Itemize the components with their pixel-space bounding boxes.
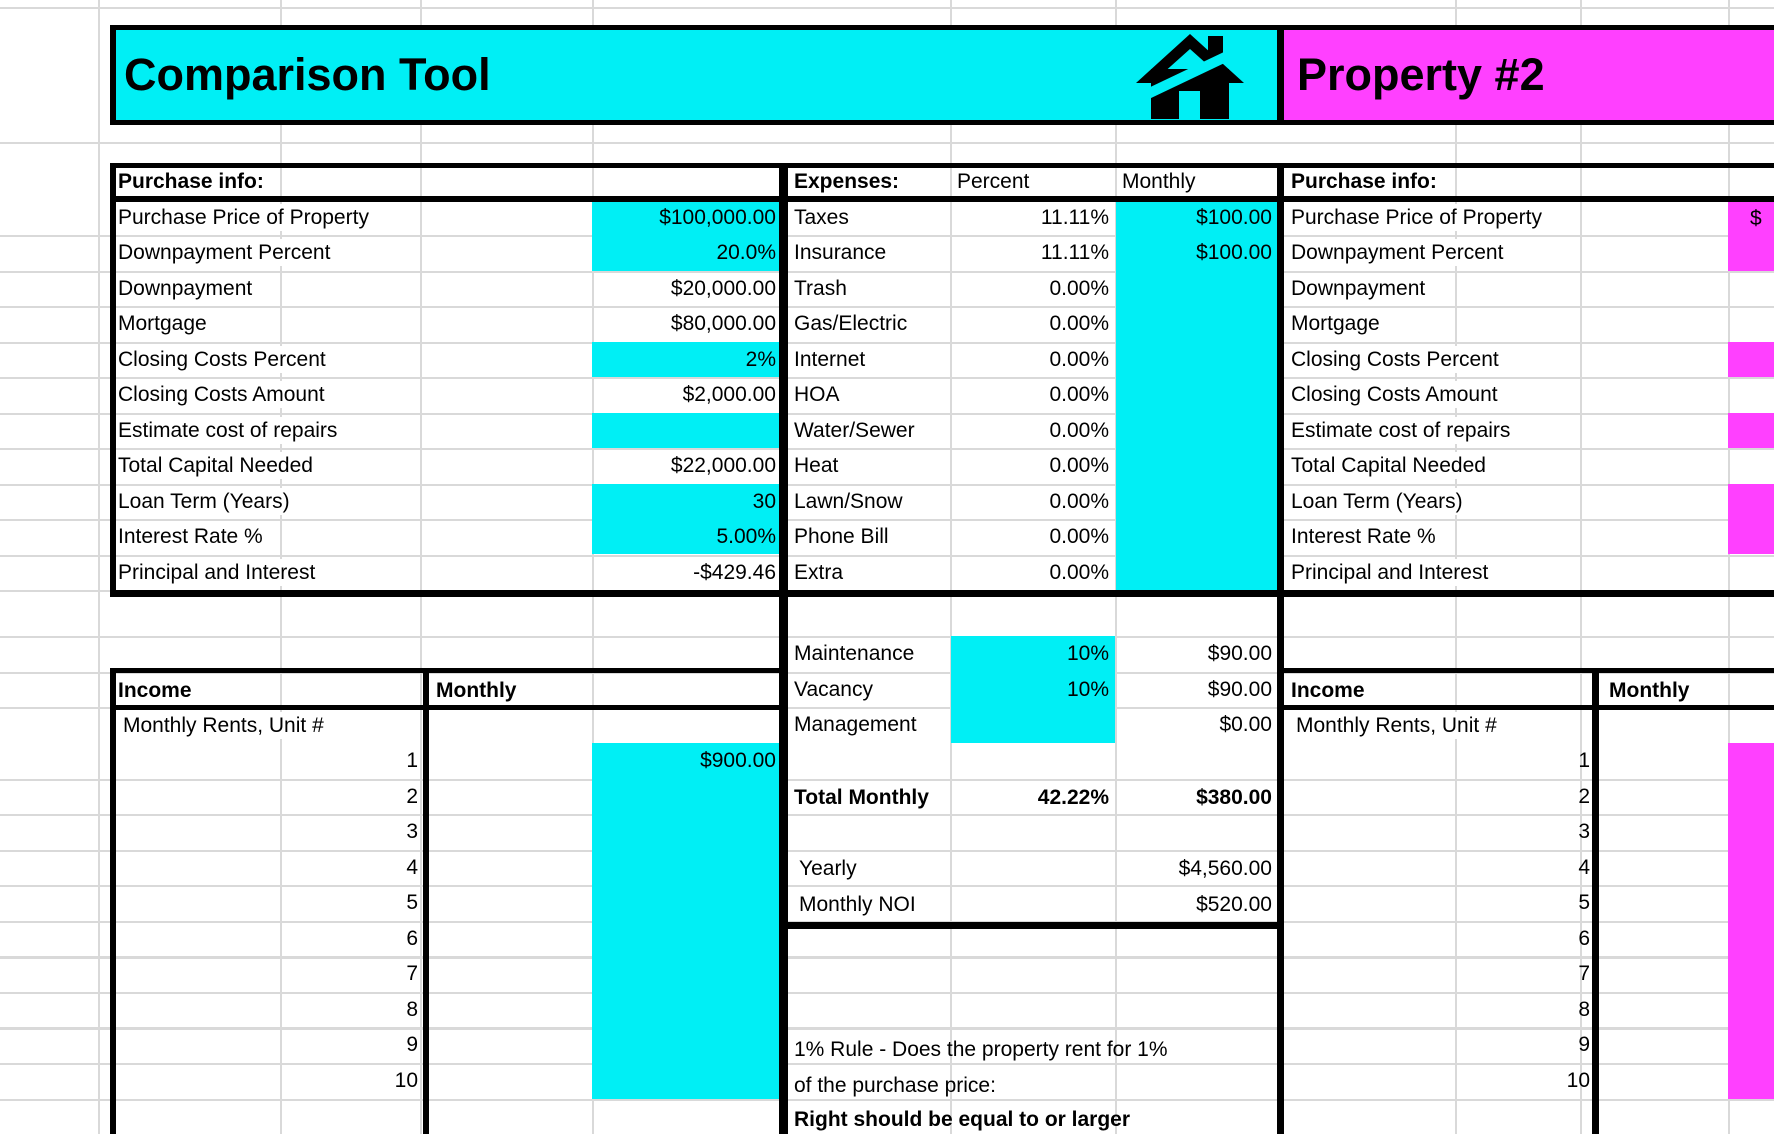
income-left-top-border (110, 668, 780, 673)
expense-percent-cell[interactable]: 0.00% (1049, 560, 1109, 584)
title-band-divider (1277, 25, 1284, 125)
total-monthly-label: Total Monthly (794, 786, 929, 809)
purchase-row-value-cell[interactable]: $22,000.00 (670, 454, 776, 478)
ops-percent-cell[interactable] (950, 711, 1109, 738)
purchase-row-label: Downpayment (113, 275, 257, 302)
expense-row-label: Taxes (789, 204, 854, 231)
purchase-row-label-right: Interest Rate % (1286, 523, 1441, 550)
ops-row-label: Maintenance (789, 640, 919, 667)
yearly-label: Yearly (794, 855, 862, 882)
expense-row-label: Phone Bill (789, 523, 894, 550)
row-gridline (0, 235, 1774, 237)
unit-number-left: 2 (406, 784, 418, 808)
row-gridline (0, 779, 1774, 781)
house-icon (1134, 31, 1246, 119)
purchase-row-label: Downpayment Percent (113, 239, 335, 266)
unit-number-left: 8 (406, 997, 418, 1021)
purchase-row-label: Estimate cost of repairs (113, 417, 342, 444)
row-gridline (0, 413, 1774, 415)
unit-number-right: 6 (1578, 926, 1590, 950)
unit-number-right: 9 (1578, 1033, 1590, 1057)
unit-number-right: 4 (1578, 855, 1590, 879)
purchase-row-label-right: Total Capital Needed (1286, 452, 1491, 479)
expense-percent-cell[interactable]: 0.00% (1049, 454, 1109, 478)
expense-percent-cell[interactable]: 0.00% (1049, 347, 1109, 371)
expense-monthly-cell[interactable]: $100.00 (1196, 241, 1272, 265)
purchase-row-value-cell[interactable]: -$429.46 (693, 560, 776, 584)
purchase-row-value-cell[interactable]: 5.00% (716, 525, 776, 549)
unit-number-left: 10 (394, 1068, 418, 1092)
row-gridline (0, 306, 1774, 308)
purchase-row-label-right: Downpayment Percent (1286, 239, 1508, 266)
column-gridline (98, 0, 100, 1134)
row-gridline (0, 484, 1774, 486)
purchase-row-value-cell[interactable]: 2% (745, 347, 776, 371)
ops-row-label: Management (789, 711, 922, 738)
row-gridline (0, 992, 1774, 994)
purchase-row-value-cell[interactable]: $2,000.00 (682, 383, 776, 407)
income-left-divider (423, 668, 429, 1134)
income-monthly-header-left: Monthly (436, 679, 517, 702)
expense-monthly-cell[interactable]: $100.00 (1196, 206, 1272, 229)
purchase-row-value-cell[interactable]: $80,000.00 (670, 312, 776, 336)
income-rent-highlight-left[interactable] (592, 743, 780, 1099)
expense-row-label: Trash (789, 275, 852, 302)
expense-row-label: Extra (789, 559, 848, 586)
row-gridline (0, 271, 1774, 273)
ops-percent-cell[interactable]: 10% (1066, 642, 1109, 665)
unit-number-right: 10 (1566, 1068, 1590, 1092)
expense-percent-cell[interactable]: 11.11% (1040, 206, 1109, 229)
row-gridline (0, 142, 1774, 144)
row-gridline (0, 956, 1774, 958)
one-percent-rule-line3: Right should be equal to or larger (794, 1108, 1131, 1131)
expense-percent-cell[interactable]: 0.00% (1049, 276, 1109, 300)
row-gridline (0, 519, 1774, 521)
unit-number-left: 7 (406, 962, 418, 986)
expense-row-label: Lawn/Snow (789, 488, 908, 515)
purchase-row-label-right: Closing Costs Percent (1286, 346, 1504, 373)
property-2-title: Property #2 (1297, 49, 1545, 100)
row-gridline (0, 1063, 1774, 1065)
one-percent-rule-line2: of the purchase price: (794, 1074, 996, 1097)
row-gridline (0, 885, 1774, 887)
monthly-rents-subheader-left: Monthly Rents, Unit # (118, 712, 329, 739)
purchase-row-value-cell[interactable]: 30 (752, 489, 776, 513)
row-gridline (0, 377, 1774, 379)
row-gridline (0, 1027, 1774, 1029)
income-monthly-header-right: Monthly (1609, 679, 1690, 702)
expense-percent-cell[interactable]: 0.00% (1049, 312, 1109, 336)
income-rent-highlight-right[interactable] (1728, 743, 1774, 1099)
purchase-input-highlight-right[interactable] (1728, 342, 1774, 377)
expense-row-label: Insurance (789, 239, 891, 266)
unit-number-right: 1 (1578, 749, 1590, 772)
purchase-tables-bottom-border (110, 590, 1774, 597)
yearly-value-cell[interactable]: $4,560.00 (1178, 857, 1272, 880)
left-middle-divider (779, 163, 788, 1134)
unit-rent-cell-left[interactable]: $900.00 (700, 749, 776, 772)
expense-percent-cell[interactable]: 0.00% (1049, 525, 1109, 549)
ops-monthly-cell[interactable]: $0.00 (1219, 713, 1272, 737)
purchase-row-label: Closing Costs Percent (113, 346, 331, 373)
row-gridline (0, 342, 1774, 344)
purchase-row-value-cell[interactable]: $20,000.00 (670, 276, 776, 300)
expense-percent-cell[interactable]: 0.00% (1049, 489, 1109, 513)
ops-monthly-cell[interactable]: $90.00 (1207, 642, 1272, 665)
unit-number-right: 7 (1578, 962, 1590, 986)
purchase-row-value-cell[interactable]: 20.0% (716, 241, 776, 265)
expense-row-label: Internet (789, 346, 870, 373)
purchase-row-label-right: Loan Term (Years) (1286, 488, 1468, 515)
total-monthly-amount-cell[interactable]: $380.00 (1196, 786, 1272, 809)
ops-bottom-border (787, 922, 1284, 929)
purchase-row-label: Loan Term (Years) (113, 488, 295, 515)
unit-number-left: 3 (406, 820, 418, 844)
monthly-column-header: Monthly (1122, 170, 1196, 193)
unit-number-left: 6 (406, 926, 418, 950)
purchase-row-label-right: Mortgage (1286, 310, 1385, 337)
title-band-bottom-border (110, 120, 1774, 125)
ops-percent-cell[interactable]: 10% (1066, 677, 1109, 701)
unit-number-right: 3 (1578, 820, 1590, 844)
column-gridline (420, 0, 422, 1134)
purchase-row-value-cell[interactable]: $100,000.00 (659, 206, 776, 229)
monthly-noi-value-cell[interactable]: $520.00 (1196, 893, 1272, 916)
row-gridline (0, 814, 1774, 816)
ops-monthly-cell[interactable]: $90.00 (1207, 677, 1272, 701)
purchase-info-header-right: Purchase info: (1291, 170, 1437, 193)
purchase-row-value-cell[interactable] (596, 417, 776, 444)
total-monthly-percent-cell[interactable]: 42.22% (1037, 786, 1109, 809)
unit-number-left: 4 (406, 855, 418, 879)
expense-row-label: Gas/Electric (789, 310, 912, 337)
expense-row-label: Water/Sewer (789, 417, 920, 444)
unit-number-left: 1 (406, 749, 418, 772)
tables-top-border (110, 163, 1774, 168)
purchase-row-label: Total Capital Needed (113, 452, 318, 479)
title-band-left-border (110, 25, 116, 125)
expense-percent-cell[interactable]: 0.00% (1049, 383, 1109, 407)
income-header-left: Income (118, 679, 192, 702)
unit-number-left: 9 (406, 1033, 418, 1057)
monthly-rents-subheader-right: Monthly Rents, Unit # (1291, 712, 1502, 739)
unit-number-right: 8 (1578, 997, 1590, 1021)
row-gridline (0, 636, 1774, 638)
unit-number-right: 2 (1578, 784, 1590, 808)
expenses-header: Expenses: (794, 170, 900, 193)
monthly-noi-label: Monthly NOI (794, 891, 921, 918)
purchase-row-label: Principal and Interest (113, 559, 320, 586)
expense-percent-cell[interactable]: 11.11% (1040, 241, 1109, 265)
row-gridline (0, 7, 1774, 9)
purchase-input-highlight-right[interactable] (1728, 413, 1774, 448)
expense-row-label: HOA (789, 381, 845, 408)
unit-number-left: 5 (406, 891, 418, 915)
property2-purchase-price-partial[interactable]: $ (1750, 207, 1762, 230)
income-header-right: Income (1291, 679, 1365, 702)
expense-percent-cell[interactable]: 0.00% (1049, 418, 1109, 442)
purchase-row-label-right: Purchase Price of Property (1286, 204, 1547, 231)
expense-row-label: Heat (789, 452, 843, 479)
left-table-left-border (110, 163, 116, 597)
income-left-header-underline (110, 705, 780, 710)
one-percent-rule-line1: 1% Rule - Does the property rent for 1% (794, 1038, 1168, 1061)
purchase-row-label-right: Estimate cost of repairs (1286, 417, 1515, 444)
income-right-header-underline (1284, 705, 1774, 710)
purchase-row-label: Closing Costs Amount (113, 381, 330, 408)
purchase-input-highlight-right[interactable] (1728, 484, 1774, 555)
income-right-divider (1592, 668, 1599, 1134)
purchase-row-label-right: Principal and Interest (1286, 559, 1493, 586)
purchase-row-label: Mortgage (113, 310, 212, 337)
percent-column-header: Percent (957, 170, 1030, 193)
unit-number-right: 5 (1578, 891, 1590, 915)
income-right-top-border (1284, 668, 1774, 673)
row-gridline (0, 555, 1774, 557)
middle-right-divider (1277, 163, 1284, 1134)
row-gridline (0, 850, 1774, 852)
purchase-row-label: Purchase Price of Property (113, 204, 374, 231)
ops-row-label: Vacancy (789, 676, 878, 703)
tables-header-underline (110, 196, 1774, 202)
purchase-row-label: Interest Rate % (113, 523, 268, 550)
comparison-tool-title: Comparison Tool (124, 49, 491, 100)
purchase-row-label-right: Downpayment (1286, 275, 1430, 302)
purchase-row-label-right: Closing Costs Amount (1286, 381, 1503, 408)
row-gridline (0, 448, 1774, 450)
purchase-info-header-left: Purchase info: (118, 170, 264, 193)
income-left-left-border (110, 668, 116, 1134)
